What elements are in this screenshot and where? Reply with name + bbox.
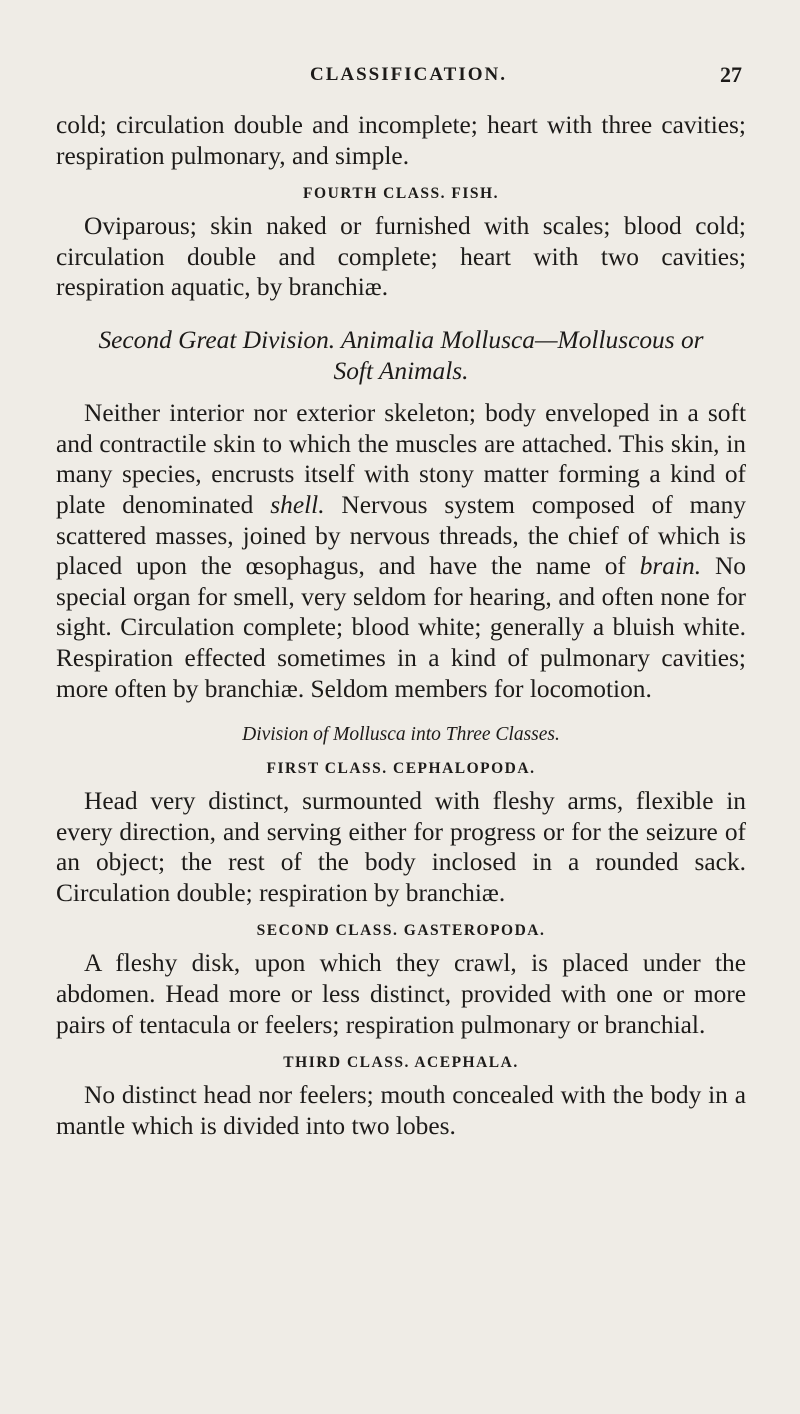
paragraph-fish: Oviparous; skin naked or furnished with scales; blood cold; circulation double and complete; heart with two cavities; respiration aquatic, by branchiæ. — [56, 212, 746, 302]
first-class-heading: FIRST CLASS. CEPHALOPODA. — [266, 760, 536, 778]
division-heading-line-2: Soft Animals. — [333, 356, 469, 385]
body-text — [56, 110, 746, 1141]
second-class-heading: SECOND CLASS. GASTEROPODA. — [256, 922, 546, 940]
brain-term: brain. — [639, 552, 702, 581]
division-heading — [56, 325, 746, 386]
paragraph-mollusca — [56, 398, 746, 704]
third-class-heading: THIRD CLASS. ACEPHALA. — [283, 1054, 519, 1072]
paragraph-cephalopoda: Head very distinct, surmounted with fleshy arms, flexible in every direction, and serving either for progress or for the seizure of an object; the rest of the body inclosed in a rounded sack. Circulation double; respiration by branchiæ. — [56, 787, 746, 907]
mollusca-text-3: No special organ for smell, very seldom for hearing, and often none for sight. Circulation complete; blood white; generally a bluish white. Respiration effected sometimes in a kind of pulmonary cavities; more often by branchiæ. Seldom members for locomotion. — [56, 552, 746, 703]
page-number: 27 — [720, 62, 742, 87]
paragraph-acephala: No distinct head nor feelers; mouth concealed with the body in a mantle which is divided into two lobes. — [56, 1081, 746, 1140]
page-header — [0, 64, 800, 94]
shell-term: shell. — [270, 490, 325, 519]
mollusca-text-2: Nervous system composed of many scattered masses, joined by nervous threads, the chief of which is placed upon the œsophagus, and have the name of — [56, 490, 747, 581]
mollusca-text-1: Neither interior nor exterior skeleton; body enveloped in a soft and contractile skin to which the muscles are attached. This skin, in many species, encrusts itself with stony matter forming a kind of plate denominated — [56, 399, 746, 519]
subdivision-heading: Division of Mollusca into Three Classes. — [242, 724, 560, 746]
division-heading-line-1: Second Great Division. Animalia Mollusca—Molluscous or — [98, 325, 704, 354]
paragraph-gasteropoda: A fleshy disk, upon which they crawl, is placed under the abdomen. Head more or less distinct, provided with one or more pairs of tentacula or feelers; respiration pulmonary or branchial. — [56, 949, 746, 1039]
running-head: CLASSIFICATION. — [310, 64, 507, 85]
fourth-class-heading: FOURTH CLASS. FISH. — [303, 185, 499, 203]
paragraph-continuation: cold; circulation double and incomplete; heart with three cavities; respiration pulmonary, and simple. — [56, 111, 746, 170]
